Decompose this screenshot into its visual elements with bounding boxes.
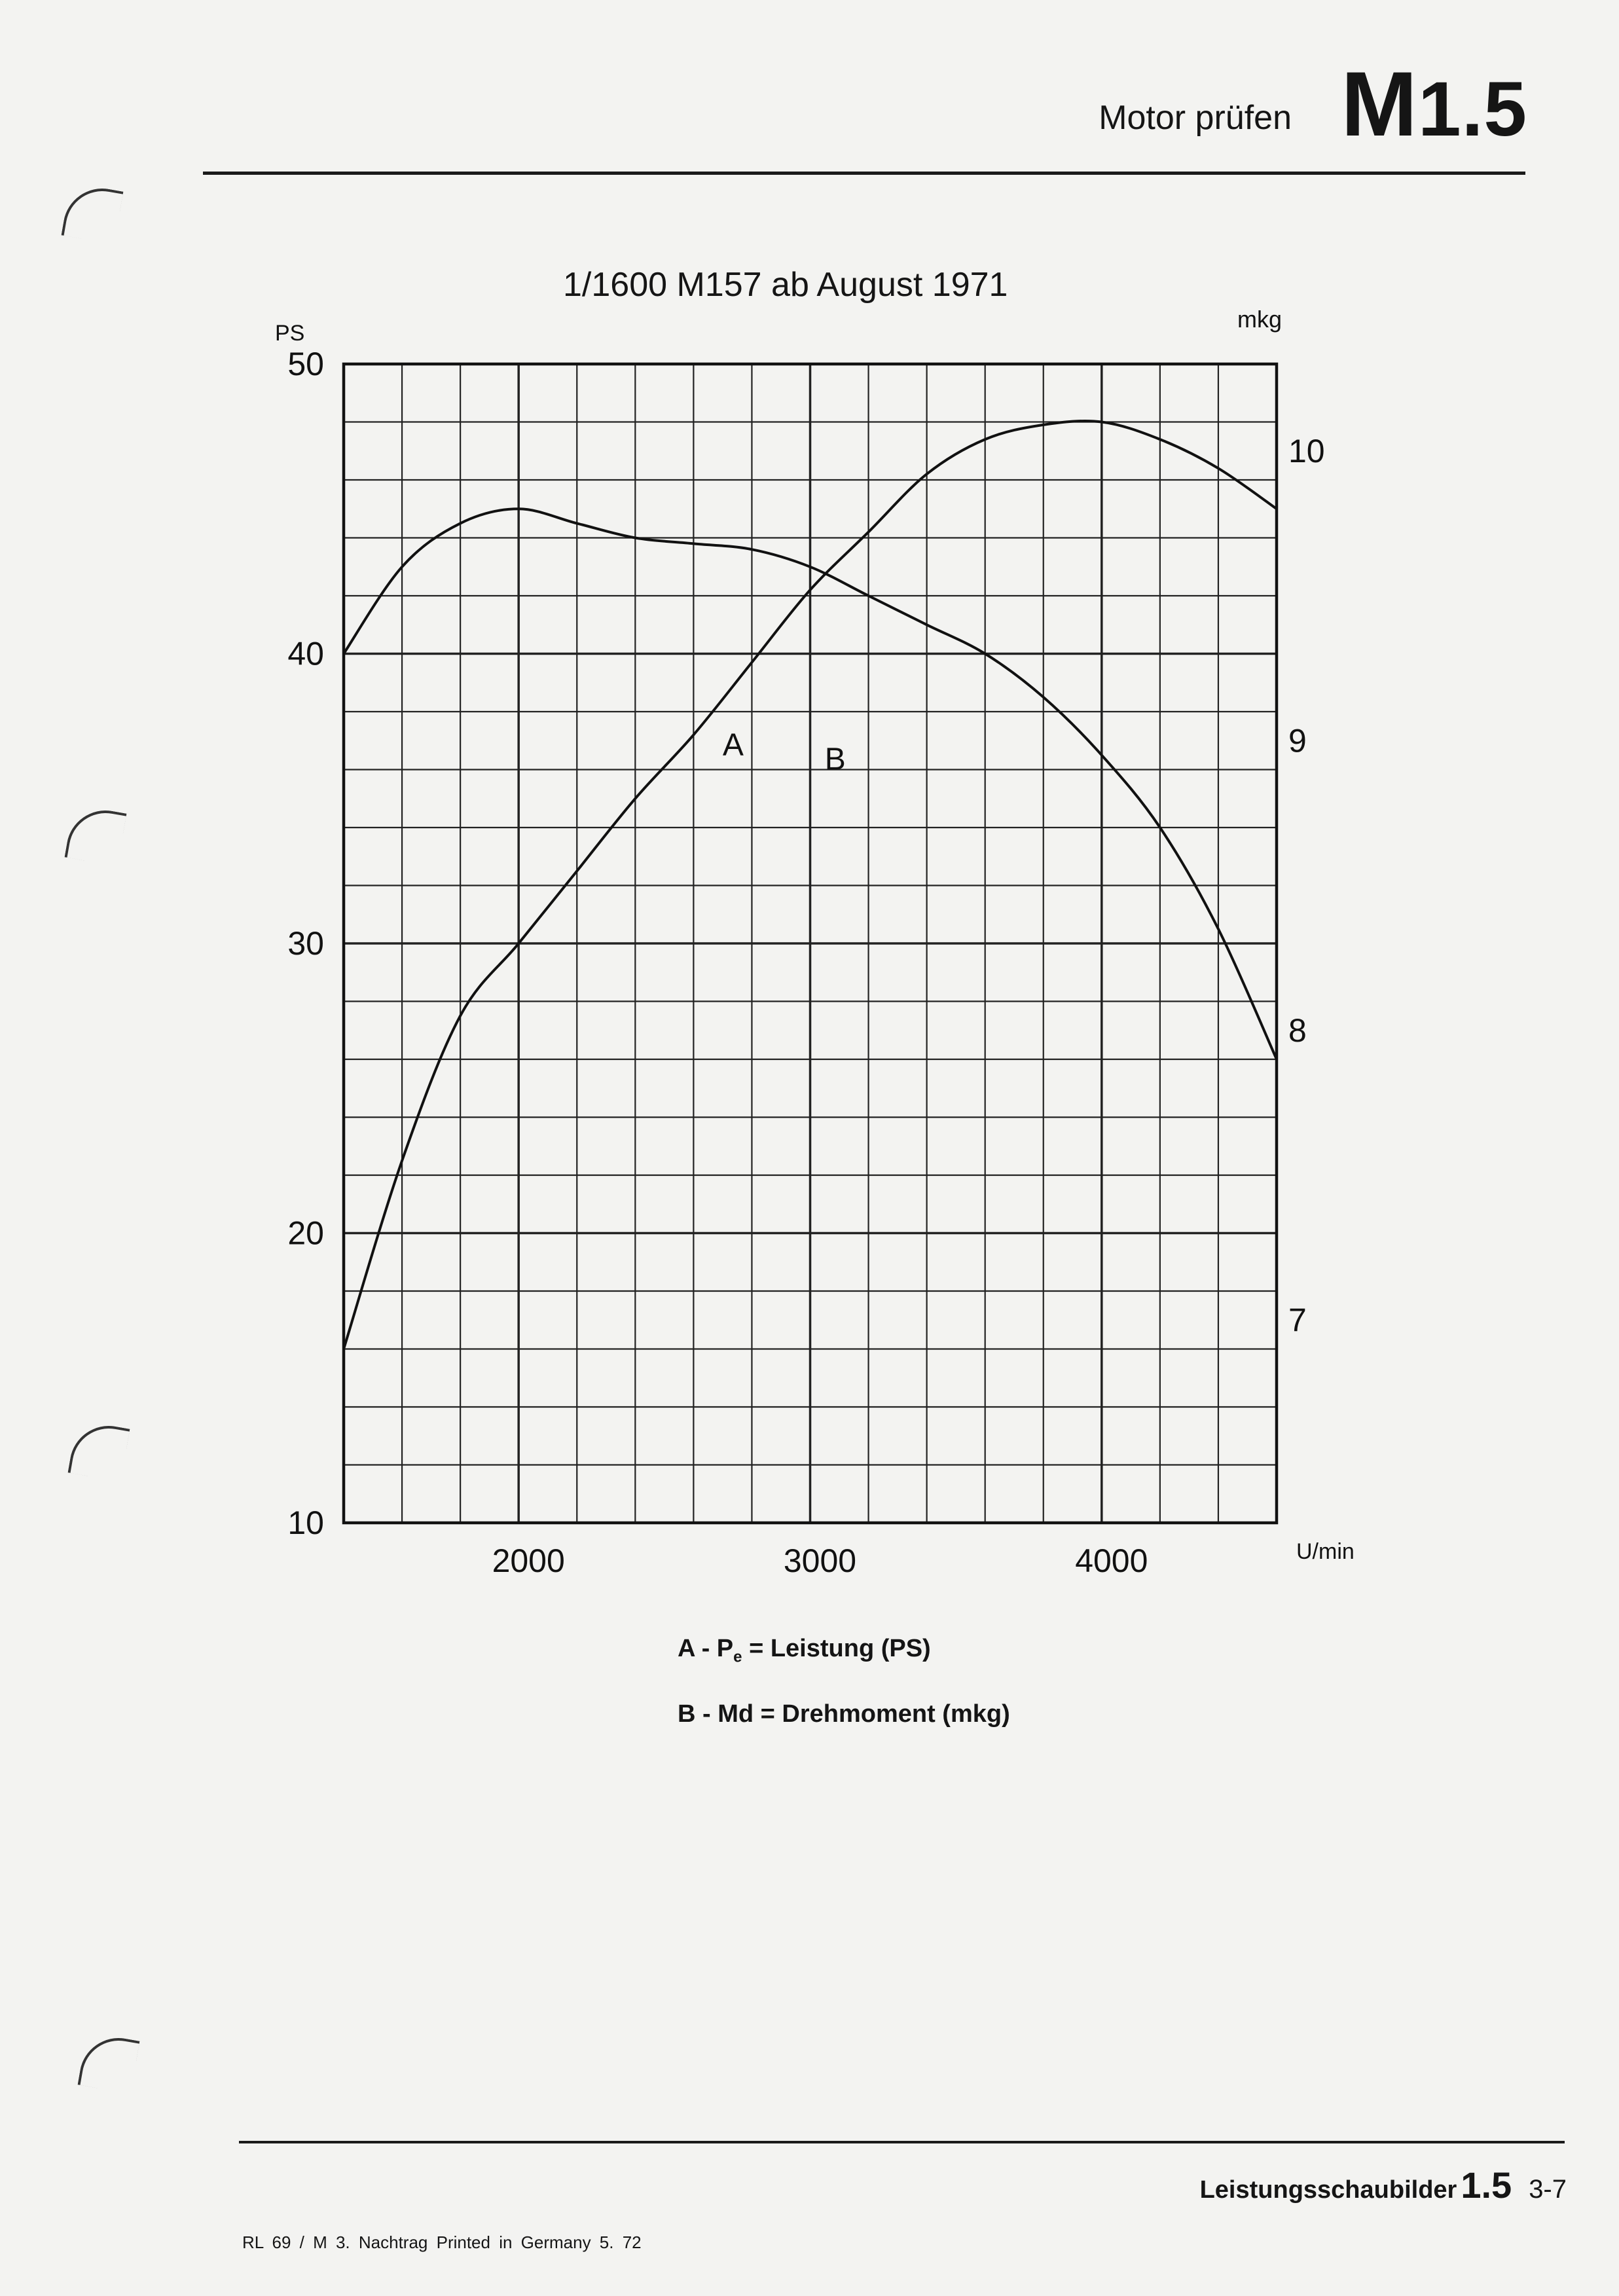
y-tick-label-left: 20 xyxy=(287,1214,324,1252)
section-code-prefix: M xyxy=(1341,52,1418,155)
chart-title: 1/1600 M157 ab August 1971 xyxy=(563,266,1008,304)
legend-a-text: = Leistung (PS) xyxy=(742,1635,931,1662)
legend-entry-b: B - Md = Drehmoment (mkg) xyxy=(678,1700,1010,1728)
x-axis-label: U/min xyxy=(1296,1539,1355,1564)
footer-page-number: 3-7 xyxy=(1529,2175,1567,2204)
y-tick-label-left: 10 xyxy=(287,1504,324,1541)
legend-entry-a xyxy=(678,1635,931,1667)
y-tick-label-right: 9 xyxy=(1288,722,1307,759)
y-tick-label-right: 8 xyxy=(1288,1011,1307,1049)
y-axis-label-left: PS xyxy=(275,321,305,346)
footer-rule xyxy=(239,2141,1565,2143)
y-axis-label-right: mkg xyxy=(1237,306,1282,333)
series-b-label: B xyxy=(824,742,846,777)
y-tick-label-left: 30 xyxy=(287,925,324,962)
series-a-label: A xyxy=(722,727,744,763)
footer-section-number: 1.5 xyxy=(1461,2164,1512,2206)
y-tick-label-right: 10 xyxy=(1288,432,1325,469)
section-title: Motor prüfen xyxy=(1099,99,1292,137)
x-tick-label: 4000 xyxy=(1075,1542,1148,1579)
legend-a-prefix: A - P xyxy=(678,1635,734,1662)
footer-section xyxy=(1200,2164,1567,2206)
section-code-number: 1.5 xyxy=(1417,66,1527,153)
chart-grid xyxy=(344,364,1277,1523)
x-tick-label: 3000 xyxy=(783,1542,857,1579)
footer-section-name: Leistungsschaubilder xyxy=(1199,2176,1457,2204)
legend-a-subscript: e xyxy=(733,1648,742,1666)
y-tick-label-right: 7 xyxy=(1288,1302,1307,1339)
x-tick-label: 2000 xyxy=(492,1542,565,1579)
y-tick-label-left: 50 xyxy=(287,346,324,382)
y-tick-label-left: 40 xyxy=(287,635,324,672)
footer-imprint: RL 69 / M 3. Nachtrag Printed in Germany 5. 72 xyxy=(242,2232,642,2252)
